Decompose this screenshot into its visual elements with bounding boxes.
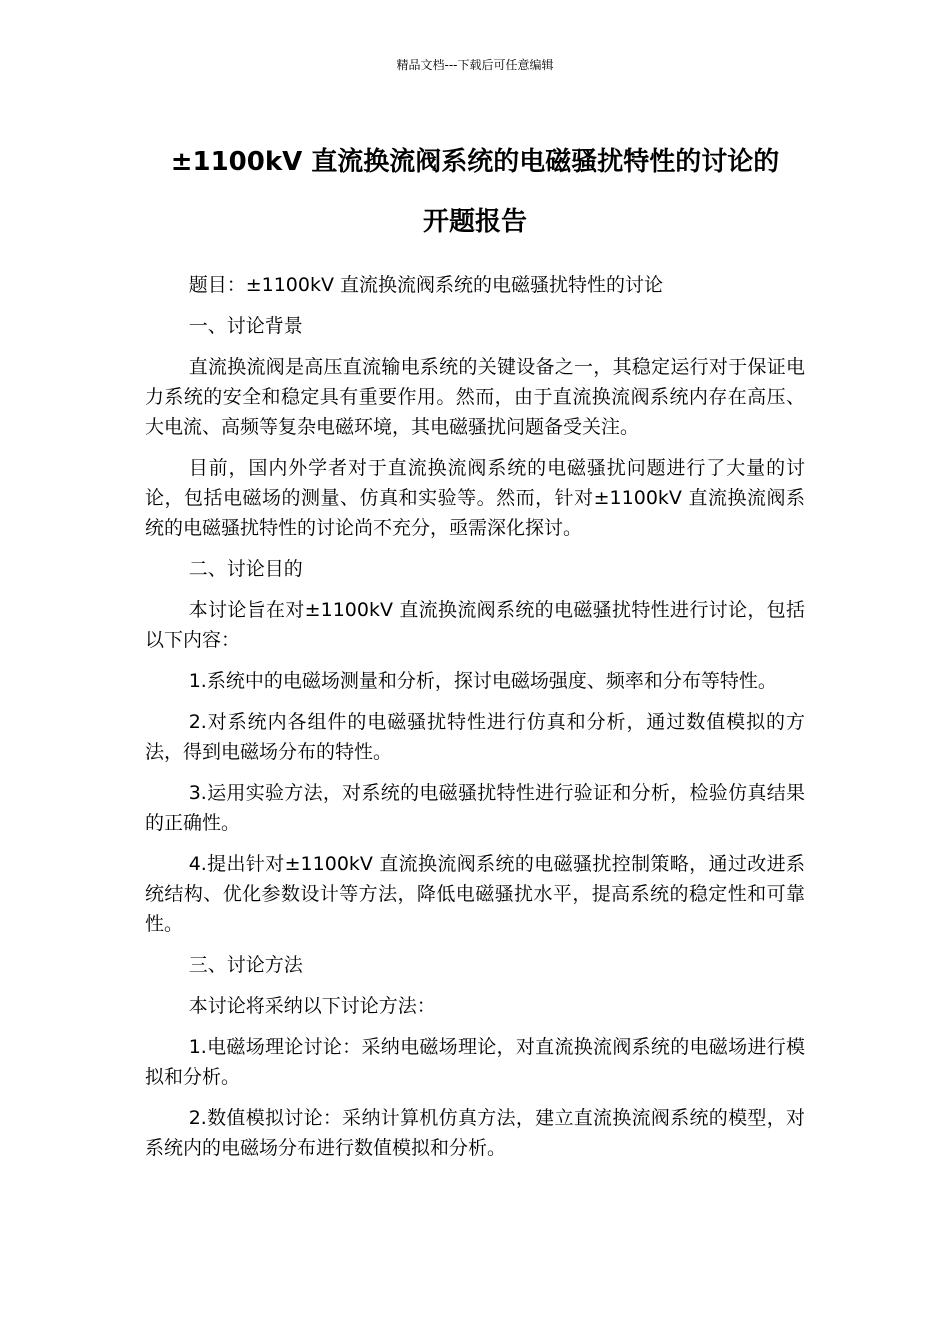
list-item: 1.电磁场理论讨论：采纳电磁场理论，对直流换流阀系统的电磁场进行模拟和分析。 [145,1036,805,1088]
section-heading-background: 一、讨论背景 [188,315,303,337]
list-item: 2.对系统内各组件的电磁骚扰特性进行仿真和分析，通过数值模拟的方法，得到电磁场分布的特性。 [145,711,805,763]
document-title [0,132,950,252]
document-body [145,270,805,1174]
page-header: 精品文档---下载后可任意编辑 [396,58,554,72]
topic-line: 题目：±1100kV 直流换流阀系统的电磁骚扰特性的讨论 [188,274,664,296]
section-heading-purpose: 二、讨论目的 [188,558,303,580]
list-item: 1.系统中的电磁场测量和分析，探讨电磁场强度、频率和分布等特性。 [188,670,777,692]
list-item: 3.运用实验方法，对系统的电磁骚扰特性进行验证和分析，检验仿真结果的正确性。 [145,782,805,834]
list-item: 2.数值模拟讨论：采纳计算机仿真方法，建立直流换流阀系统的模型，对系统内的电磁场分布进行数值模拟和分析。 [145,1107,805,1159]
title-line-2: 开题报告 [422,207,527,237]
list-item: 4.提出针对±1100kV 直流换流阀系统的电磁骚扰控制策略，通过改进系统结构、优化参数设计等方法，降低电磁骚扰水平，提高系统的稳定性和可靠性。 [145,853,805,935]
body-paragraph: 本讨论将采纳以下讨论方法： [188,995,436,1017]
body-paragraph: 直流换流阀是高压直流输电系统的关键设备之一，其稳定运行对于保证电力系统的安全和稳定具有重要作用。然而，由于直流换流阀系统内存在高压、大电流、高频等复杂电磁环境，其电磁骚扰问题备受关注。 [145,356,805,438]
title-line-1: ±1100kV 直流换流阀系统的电磁骚扰特性的讨论的 [170,147,780,177]
section-heading-method: 三、讨论方法 [188,954,303,976]
body-paragraph: 目前，国内外学者对于直流换流阀系统的电磁骚扰问题进行了大量的讨论，包括电磁场的测量、仿真和实验等。然而，针对±1100kV 直流换流阀系统的电磁骚扰特性的讨论尚不充分，亟需深化探讨。 [145,457,805,539]
body-paragraph: 本讨论旨在对±1100kV 直流换流阀系统的电磁骚扰特性进行讨论，包括以下内容： [145,599,805,651]
